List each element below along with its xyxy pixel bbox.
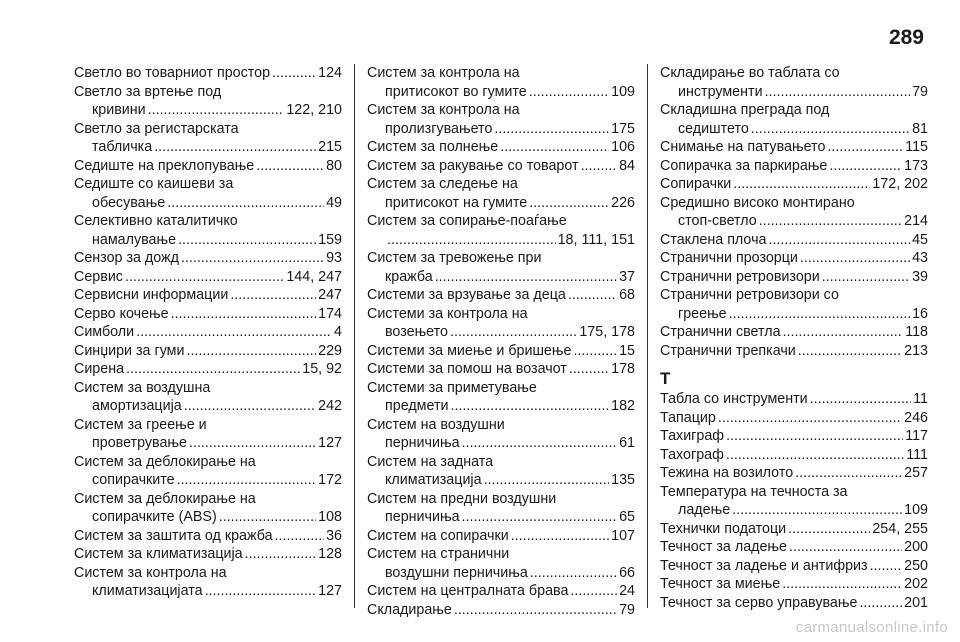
index-entry-pages[interactable]: 172, 202 (872, 176, 928, 192)
index-entry-title: Сопирачка за паркирање (660, 157, 828, 174)
index-entry-title: Технички податоци (660, 520, 787, 537)
index-entry-title: ладење (678, 502, 731, 518)
index-entry (367, 601, 635, 620)
index-entry (367, 101, 635, 138)
index-entry (74, 416, 342, 453)
index-entry (367, 212, 635, 249)
leader-dots (125, 268, 284, 287)
index-entry-title: Странични ретровизори (660, 268, 820, 285)
index-entry-pages[interactable]: 16 (912, 305, 928, 322)
index-entry-pages[interactable]: 257 (904, 465, 928, 481)
index-entry-title: амортизација (92, 398, 182, 414)
index-entry (74, 564, 342, 601)
index-entry (660, 101, 928, 138)
index-entry-title: Светло за регистарската (74, 120, 239, 137)
index-entry (367, 138, 635, 157)
index-entry-pages[interactable]: 24 (619, 583, 635, 599)
index-entry-pages[interactable]: 178 (611, 361, 635, 377)
index-entry-pages[interactable]: 45 (912, 231, 928, 248)
leader-dots (484, 471, 610, 490)
index-entry-title: Табла со инструменти (660, 391, 808, 407)
leader-dots (570, 582, 617, 601)
index-entry-title: Тахиграф (660, 428, 725, 444)
index-entry-pages[interactable]: 15, 92 (302, 361, 342, 377)
index-entry (660, 286, 928, 323)
leader-dots (726, 427, 903, 446)
index-column-3 (648, 64, 940, 619)
leader-dots (795, 464, 902, 483)
index-entry-pages[interactable]: 36 (326, 527, 342, 544)
leader-dots (751, 120, 910, 139)
index-entry-pages[interactable]: 39 (912, 268, 928, 285)
index-entry-title: Симболи (74, 324, 135, 340)
index-entry-pages[interactable]: 201 (904, 594, 928, 611)
leader-dots (148, 101, 285, 120)
index-entry-title: обесување (92, 194, 166, 211)
leader-dots (177, 471, 317, 490)
index-entry-pages[interactable]: 250 (904, 557, 928, 574)
index-entry-title: Седиште со каишеви за (74, 176, 234, 192)
index-entry (367, 379, 635, 416)
leader-dots (569, 360, 609, 379)
index-entry-pages[interactable]: 66 (619, 564, 635, 581)
index-entry-title: предмети (385, 398, 449, 414)
leader-dots (219, 508, 316, 527)
index-entry-title: сопирачките (ABS) (92, 509, 217, 525)
leader-dots (530, 564, 617, 583)
index-entry-title: Систем на сопирачки (367, 527, 509, 544)
index-entry (660, 268, 928, 287)
index-entry (367, 545, 635, 582)
index-entry (660, 575, 928, 594)
index-entry-title: Тежина на возилото (660, 465, 794, 481)
index-entry (660, 427, 928, 446)
index-entry (367, 360, 635, 379)
leader-dots (732, 501, 902, 520)
index-entry-title: кривини (92, 102, 146, 118)
index-entry-title: возењето (385, 324, 449, 340)
index-entry-title: Систем на воздушни (367, 416, 505, 433)
index-entry-title: Странични светла (660, 324, 781, 340)
leader-dots (272, 64, 316, 83)
index-entry-title: Систем за тревожење при (367, 250, 542, 266)
index-entry-title: Складишна преграда под (660, 102, 830, 118)
index-entry-title: стоп-светло (678, 213, 757, 229)
index-entry (660, 464, 928, 483)
index-entry-title: Сирена (74, 361, 125, 377)
index-entry-pages[interactable]: 109 (611, 83, 635, 100)
index-entry-pages[interactable]: 15 (619, 342, 635, 359)
index-entry-title: Систем за сопирање-поаѓање (367, 213, 567, 229)
index-entry (367, 453, 635, 490)
index-entry-title: Систем за деблокирање на (74, 453, 256, 470)
leader-dots (189, 434, 316, 453)
index-entry-title: Системи за контрола на (367, 305, 528, 322)
leader-dots (822, 268, 910, 287)
index-entry-pages[interactable]: 182 (611, 398, 635, 414)
index-entry-title: Систем за следење на (367, 176, 518, 192)
leader-dots (171, 305, 317, 324)
index-entry-title: климатизација (385, 472, 482, 488)
index-entry (367, 527, 635, 546)
index-entry-pages[interactable]: 159 (318, 231, 342, 248)
index-entry-title: Течност за ладење (660, 539, 788, 555)
index-entry (660, 249, 928, 268)
index-entry-pages[interactable]: 229 (318, 342, 342, 359)
leader-dots (782, 575, 902, 594)
index-entry-title: воздушни перничиња (385, 564, 528, 581)
index-entry-pages[interactable]: 43 (912, 250, 928, 266)
index-entry-pages[interactable]: 202 (904, 576, 928, 592)
index-entry-pages[interactable]: 118 (905, 324, 928, 340)
index-entry (660, 409, 928, 428)
leader-dots (733, 175, 870, 194)
index-entry (367, 157, 635, 176)
index-entry-title: Снимање на патувањето (660, 139, 826, 155)
index-entry-title: Систем за контрола на (367, 65, 520, 81)
index-entry-pages[interactable]: 175 (611, 120, 635, 137)
index-entry-pages[interactable]: 4 (334, 324, 342, 340)
index-entry-pages[interactable]: 81 (912, 120, 928, 137)
index-entry (367, 249, 635, 286)
index-entry-title: Светло во товарниот простор (74, 65, 271, 81)
index-entry-title: перничиња (385, 509, 460, 525)
index-entry-title: греење (678, 305, 727, 322)
index-entry-title: кражба (385, 268, 433, 285)
index-entry-pages[interactable]: 79 (912, 83, 928, 100)
index-entry-pages[interactable]: 111 (906, 446, 928, 463)
index-entry (74, 527, 342, 546)
index-entry-pages[interactable]: 128 (318, 546, 342, 562)
index-entry-title: сопирачките (92, 472, 175, 488)
leader-dots (765, 83, 911, 102)
index-entry-title: Систем за ракување со товарот (367, 157, 579, 174)
leader-dots (187, 342, 317, 361)
index-entry (660, 520, 928, 539)
index-entry (74, 175, 342, 212)
index-entry (74, 157, 342, 176)
index-entry-pages[interactable]: 49 (326, 194, 342, 211)
index-entry-pages[interactable]: 226 (611, 194, 635, 211)
index-entry (660, 64, 928, 101)
index-entry-pages[interactable]: 214 (904, 213, 928, 229)
leader-dots (511, 527, 609, 546)
index-entry-pages[interactable]: 107 (611, 527, 635, 544)
index-entry (367, 175, 635, 212)
leader-dots (759, 212, 902, 231)
index-entry (660, 194, 928, 231)
index-entry-pages[interactable]: 80 (326, 157, 342, 174)
leader-dots (798, 342, 902, 361)
index-entry-pages[interactable]: 124 (318, 65, 342, 81)
leader-dots (810, 390, 912, 409)
index-entry-title: Сензор за дожд (74, 250, 179, 266)
index-entry (367, 416, 635, 453)
leader-dots (178, 231, 316, 250)
index-entry-pages[interactable]: 242 (318, 398, 342, 414)
index-entry-title: Систем за полнење (367, 139, 499, 155)
index-entry-pages[interactable]: 79 (619, 601, 635, 618)
index-entry-pages[interactable]: 200 (904, 539, 928, 555)
index-entry (660, 446, 928, 465)
index-entry-title: Температура на течноста за (660, 483, 848, 500)
leader-dots (454, 601, 617, 620)
index-entry-title: Системи за помош на возачот (367, 361, 567, 377)
leader-dots (500, 138, 609, 157)
index-entry (74, 268, 342, 287)
leader-dots (729, 305, 910, 324)
index-entry-pages[interactable]: 135 (611, 472, 635, 488)
index-entry-title: Тапацир (660, 409, 716, 426)
index-entry-title: Систем за деблокирање на (74, 490, 256, 507)
index-entry-pages[interactable]: 37 (619, 268, 635, 285)
index-entry-title: Систем за воздушна (74, 379, 211, 396)
index-entry-title: Складирање во таблата со (660, 65, 840, 81)
index-entry-pages[interactable]: 213 (904, 342, 928, 359)
leader-dots (788, 520, 870, 539)
leader-dots (568, 286, 617, 305)
index-entry (660, 538, 928, 557)
index-entry (367, 582, 635, 601)
index-entry (74, 305, 342, 324)
leader-dots (451, 397, 610, 416)
index-entry-title: притисокот во гумите (385, 83, 527, 100)
index-column-1 (74, 64, 354, 619)
index-entry-title: Стаклена плоча (660, 231, 767, 248)
index-entry-title: Странични ретровизори со (660, 287, 839, 303)
leader-dots (726, 446, 904, 465)
leader-dots (275, 527, 325, 546)
index-entry-title: Сервисни информации (74, 287, 229, 303)
index-entry-title: Синџири за гуми (74, 342, 185, 359)
leader-dots (154, 138, 316, 157)
leader-dots (581, 157, 618, 176)
index-entry-title: Светло за вртење под (74, 83, 222, 100)
index-entry-pages[interactable]: 122, 210 (286, 102, 342, 118)
index-entry-title: Системи за приметување (367, 379, 537, 396)
index-entry-title: Серво кочење (74, 305, 169, 322)
leader-dots (789, 538, 902, 557)
leader-dots (573, 342, 617, 361)
index-entry (660, 138, 928, 157)
index-entry (74, 342, 342, 361)
leader-dots (205, 582, 317, 601)
index-entry-pages[interactable]: 127 (318, 435, 342, 451)
leader-dots (800, 249, 910, 268)
index-entry (74, 360, 342, 379)
index-entry-title: Сопирачки (660, 176, 732, 192)
index-entry-title: Течност за миење (660, 576, 781, 592)
index-entry-title: Течност за серво управување (660, 594, 858, 611)
leader-dots (529, 194, 609, 213)
index-entry-title: Систем за заштита од кражба (74, 527, 273, 544)
index-entry-pages[interactable]: 172 (318, 472, 342, 488)
index-entry (74, 490, 342, 527)
leader-dots (230, 286, 316, 305)
index-entry-title: Систем на централната брава (367, 583, 569, 599)
leader-dots (126, 360, 300, 379)
index-entry-title: табличка (92, 139, 153, 155)
index-entry (74, 545, 342, 564)
leader-dots (859, 594, 902, 613)
index-entry-title: инструменти (678, 83, 763, 100)
index-entry-pages[interactable]: 18, 111, 151 (557, 231, 635, 248)
index-entry-title: перничиња (385, 435, 460, 451)
index-entry-pages[interactable]: 84 (619, 157, 635, 174)
index-entry-pages[interactable]: 175, 178 (579, 324, 635, 340)
index-entry-title: Течност за ладење и антифриз (660, 557, 868, 574)
index-entry-title: Складирање (367, 601, 452, 618)
index-entry (367, 490, 635, 527)
index-entry (74, 212, 342, 249)
index-entry (367, 286, 635, 305)
index-entry-title: Систем за климатизација (74, 546, 243, 562)
index-entry-pages[interactable]: 127 (318, 583, 342, 599)
index-entry (367, 305, 635, 342)
index-entry-pages[interactable]: 254, 255 (872, 520, 928, 537)
index-entry-pages[interactable]: 173 (904, 157, 928, 174)
leader-dots (435, 268, 617, 287)
leader-dots (870, 557, 903, 576)
index-entry-pages[interactable]: 61 (619, 435, 635, 451)
index-entry-title: Систем на странични (367, 546, 510, 562)
leader-dots (245, 545, 317, 564)
index-entry-pages[interactable]: 215 (318, 139, 342, 155)
index-entry (367, 342, 635, 361)
index-entry (660, 323, 928, 342)
index-entry (74, 453, 342, 490)
index-entry (660, 157, 928, 176)
index-entry-pages[interactable]: 109 (904, 502, 928, 518)
index-entry-title: Седиште на преклопување (74, 157, 255, 174)
index-entry-title: Системи за врзување за деца (367, 287, 566, 303)
index-entry (74, 83, 342, 120)
leader-dots (829, 157, 902, 176)
leader-dots (136, 323, 332, 342)
index-entry (660, 557, 928, 576)
index-entry (660, 175, 928, 194)
leader-dots (387, 231, 556, 250)
index-entry-title: седиштето (678, 120, 749, 137)
leader-dots (462, 434, 618, 453)
index-entry (74, 286, 342, 305)
index-entry-pages[interactable]: 68 (619, 287, 635, 303)
index-entry-title: Тахограф (660, 446, 724, 463)
index-entry-title: Средишно високо монтирано (660, 194, 855, 211)
index-entry-pages[interactable]: 106 (611, 139, 635, 155)
index-column-2 (355, 64, 647, 619)
index-entry-pages[interactable]: 65 (619, 509, 635, 525)
index-entry-title: Систем за контрола на (74, 564, 227, 581)
leader-dots (768, 231, 910, 250)
leader-dots (462, 508, 618, 527)
index-letter-heading: Т (660, 369, 671, 388)
index-entry (74, 249, 342, 268)
index-entry-title: Системи за миење и бришење (367, 342, 572, 359)
index-entry-pages[interactable]: 108 (318, 509, 342, 525)
index-entry (74, 379, 342, 416)
index-entry (660, 594, 928, 613)
index-entry-title: проветрување (92, 435, 187, 451)
leader-dots (167, 194, 324, 213)
leader-dots (256, 157, 324, 176)
index-entry (74, 120, 342, 157)
index-entry (74, 323, 342, 342)
index-entry-pages[interactable]: 246 (904, 409, 928, 426)
index-columns (74, 64, 940, 619)
watermark: carmanualsonline.info (795, 619, 948, 636)
index-entry-title: Систем за греење и (74, 416, 207, 433)
index-entry-title: Сервис (74, 268, 123, 285)
index-entry-title: притисокот на гумите (385, 194, 528, 211)
index-entry-pages[interactable]: 174 (318, 305, 342, 322)
index-entry-title: Систем за контрола на (367, 102, 520, 118)
leader-dots (184, 397, 316, 416)
leader-dots (494, 120, 609, 139)
index-entry-title: Систем на задната (367, 453, 494, 470)
index-entry (660, 231, 928, 250)
index-entry-pages[interactable]: 247 (318, 287, 342, 303)
index-entry-title: пролизгувањето (385, 120, 493, 137)
page-number: 289 (888, 26, 924, 49)
index-entry (660, 390, 928, 409)
index-entry-title: Странични трепкачи (660, 342, 796, 359)
index-entry-pages[interactable]: 117 (905, 428, 928, 444)
leader-dots (529, 83, 609, 102)
index-entry (74, 64, 342, 83)
leader-dots (450, 323, 577, 342)
index-entry-title: Странични прозорци (660, 250, 798, 266)
leader-dots (181, 249, 324, 268)
leader-dots (783, 323, 904, 342)
index-entry-title: Систем на предни воздушни (367, 490, 557, 507)
leader-dots (718, 409, 902, 428)
index-entry (660, 483, 928, 520)
index-entry-pages[interactable]: 93 (326, 250, 342, 266)
leader-dots (827, 138, 903, 157)
index-entry (367, 64, 635, 101)
index-entry-pages[interactable]: 144, 247 (286, 268, 342, 285)
index-entry-title: намалување (92, 231, 177, 248)
index-entry-title: Селективно каталитичко (74, 213, 238, 229)
index-entry (660, 342, 928, 361)
index-entry-title: климатизацијата (92, 583, 203, 599)
index-entry-pages[interactable]: 11 (913, 391, 928, 407)
index-entry-pages[interactable]: 115 (905, 139, 928, 155)
